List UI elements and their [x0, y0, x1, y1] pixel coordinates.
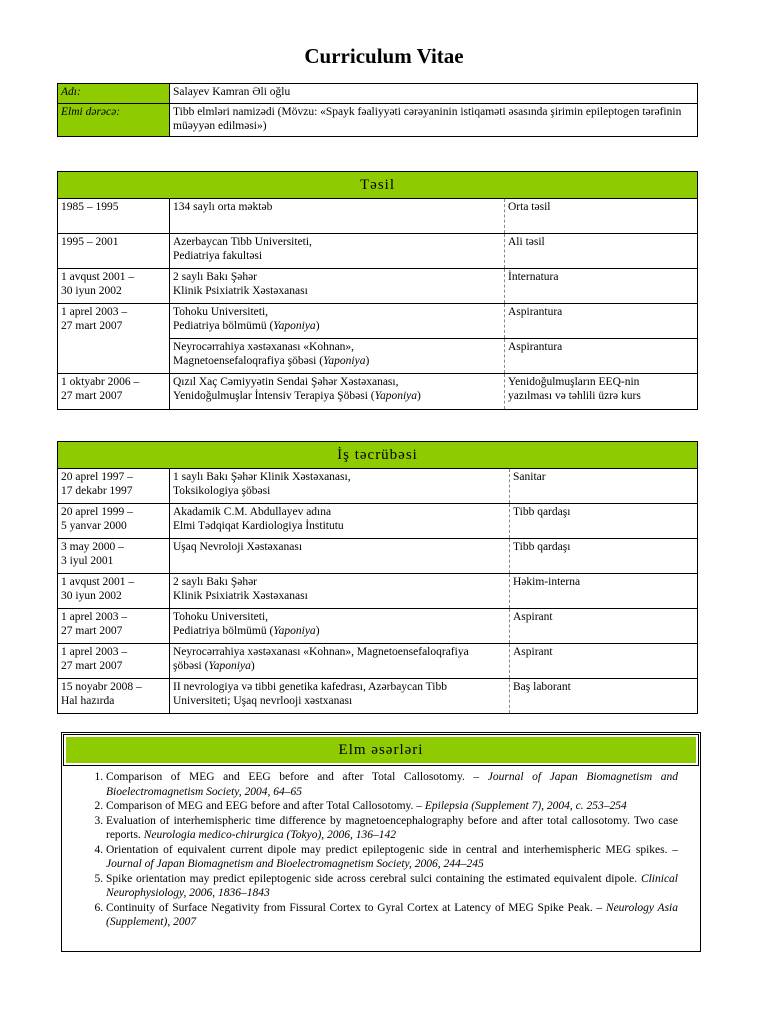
education-heading: Təsil	[58, 172, 698, 199]
education-type: Yenidoğulmuşların EEQ-nin yazılması və təhlili üzrə kurs	[505, 374, 698, 410]
education-place: Tohoku Universiteti, Pediatriya bölmümü (Yaponiya)	[170, 304, 505, 339]
experience-place: Tohoku Universiteti, Pediatriya bölmümü (Yaponiya)	[170, 609, 510, 644]
experience-row	[58, 609, 698, 644]
experience-table	[57, 441, 698, 714]
experience-date: 1 avqust 2001 – 30 iyun 2002	[58, 574, 170, 609]
publication-source: Epilepsia (Supplement 7), 2004, c. 253–254	[424, 800, 627, 812]
education-row	[58, 304, 698, 339]
publication-source: Neurology Asia (Supplement), 2007	[106, 901, 678, 928]
education-row	[58, 199, 698, 234]
publications-list	[106, 770, 678, 930]
experience-row	[58, 469, 698, 504]
education-place: Qızıl Xaç Cəmiyyətin Sendai Şəhər Xəstəxanası, Yenidoğulmuşlar İntensiv Terapiya Şöbəsi (Yaponiya)	[170, 374, 505, 410]
publication-item: 4. Orientation of equivalent current dipole may predict epileptogenic side in central and interhemispheric MEG spikes. – Journal of Japan Biomagnetism and Bioelectromagnetism Society, 2006, 244–245	[106, 843, 678, 872]
education-date: 1 avqust 2001 – 30 iyun 2002	[58, 269, 170, 304]
experience-place: Akadamik C.M. Abdullayev adına Elmi Tədqiqat Kardiologiya İnstitutu	[170, 504, 510, 539]
experience-role: Tibb qardaşı	[510, 539, 698, 574]
education-type: Aspirantura	[505, 304, 698, 339]
document-title: Curriculum Vitae	[304, 44, 464, 68]
info-label: Adı:	[58, 84, 170, 104]
publication-source: Journal of Japan Biomagnetism and Bioelectromagnetism Society, 2006, 244–245	[106, 858, 484, 870]
experience-date: 20 aprel 1997 – 17 dekabr 1997	[58, 469, 170, 504]
publication-item: 1. Comparison of MEG and EEG before and after Total Callosotomy. – Journal of Japan Biomagnetism and Bioelectromagnetism Society, 2004, 64–65	[106, 770, 678, 799]
publication-source: Neurologia medico-chirurgica (Tokyo), 2006, 136–142	[143, 829, 397, 841]
experience-place: II nevrologiya və tibbi genetika kafedrası, Azərbaycan Tibb Universiteti; Uşaq nevrlooji xəstxanası	[170, 679, 510, 714]
experience-role: Baş laborant	[510, 679, 698, 714]
experience-heading: İş təcrübəsi	[58, 442, 698, 469]
experience-country: Yaponiya	[208, 660, 251, 672]
experience-date: 15 noyabr 2008 – Hal hazırda	[58, 679, 170, 714]
experience-date: 3 may 2000 – 3 iyul 2001	[58, 539, 170, 574]
experience-date: 20 aprel 1999 – 5 yanvar 2000	[58, 504, 170, 539]
experience-date: 1 aprel 2003 – 27 mart 2007	[58, 609, 170, 644]
experience-date: 1 aprel 2003 – 27 mart 2007	[58, 644, 170, 679]
publication-item: 2. Comparison of MEG and EEG before and after Total Callosotomy. – Epilepsia (Supplement 7), 2004, c. 253–254	[106, 799, 678, 814]
experience-role: Aspirant	[510, 609, 698, 644]
education-type: İnternatura	[505, 269, 698, 304]
education-row	[58, 339, 698, 374]
education-table	[57, 171, 698, 410]
education-type: Ali təsil	[505, 234, 698, 269]
education-type: Orta təsil	[505, 199, 698, 234]
education-date: 1995 – 2001	[58, 234, 170, 269]
experience-role: Aspirant	[510, 644, 698, 679]
education-row	[58, 269, 698, 304]
education-date: 1 aprel 2003 – 27 mart 2007	[58, 304, 170, 339]
experience-row	[58, 539, 698, 574]
experience-place: 1 saylı Bakı Şəhər Klinik Xəstəxanası, Toksikologiya şöbəsi	[170, 469, 510, 504]
education-row	[58, 374, 698, 410]
education-place: 2 saylı Bakı Şəhər Klinik Psixiatrik Xəstəxanası	[170, 269, 505, 304]
education-date: 1 oktyabr 2006 – 27 mart 2007	[58, 374, 170, 410]
education-date	[58, 339, 170, 374]
publications-heading: Elm əsərləri	[64, 735, 698, 765]
publication-item: 5. Spike orientation may predict epileptogenic side across cerebral sulci containing the estimated equivalent dipole. Clinical Neurophysiology, 2006, 1836–1843	[106, 872, 678, 901]
education-country: Yaponiya	[323, 355, 366, 367]
experience-row	[58, 574, 698, 609]
publication-item: 6. Continuity of Surface Negativity from Fissural Cortex to Gyral Cortex at Latency of MEG Spike Peak. – Neurology Asia (Supplement), 2007	[106, 901, 678, 930]
info-label: Elmi dərəcə:	[58, 104, 170, 137]
education-place: Neyrocərrahiya xəstəxanası «Kohnan», Magnetoensefaloqrafiya şöbəsi (Yaponiya)	[170, 339, 505, 374]
info-row-name	[58, 84, 698, 104]
education-place: Azerbaycan Tibb Universiteti, Pediatriya fakultəsi	[170, 234, 505, 269]
education-type: Aspirantura	[505, 339, 698, 374]
education-country: Yaponiya	[374, 390, 417, 402]
education-date: 1985 – 1995	[58, 199, 170, 234]
experience-place: Uşaq Nevroloji Xəstəxanası	[170, 539, 510, 574]
experience-country: Yaponiya	[273, 625, 316, 637]
info-row-degree	[58, 104, 698, 137]
personal-info-table	[57, 83, 698, 137]
experience-place: 2 saylı Bakı Şəhər Klinik Psixiatrik Xəstəxanası	[170, 574, 510, 609]
experience-row	[58, 644, 698, 679]
experience-role: Sanitar	[510, 469, 698, 504]
experience-row	[58, 679, 698, 714]
experience-role: Həkim-interna	[510, 574, 698, 609]
info-value: Tibb elmləri namizədi (Mövzu: «Spayk fəaliyyəti cərəyaninin istiqaməti əsasında şirimin epileptogen tərəfinin müəyyən edilməsi»)	[170, 104, 698, 137]
publication-source: Journal of Japan Biomagnetism and Bioelectromagnetism Society, 2004, 64–65	[106, 771, 679, 798]
education-place: 134 saylı orta məktəb	[170, 199, 505, 234]
publication-source: Clinical Neurophysiology, 2006, 1836–1843	[106, 872, 678, 899]
education-country: Yaponiya	[273, 320, 316, 332]
experience-row	[58, 504, 698, 539]
publication-item: 3. Evaluation of interhemispheric time difference by magnetoencephalography before and after total callosotomy. Two case reports. Neurologia medico-chirurgica (Tokyo), 2006, 136–142	[106, 814, 678, 843]
experience-place: Neyrocərrahiya xəstəxanası «Kohnan», Magnetoensefaloqrafiya şöbəsi (Yaponiya)	[170, 644, 510, 679]
education-row	[58, 234, 698, 269]
experience-role: Tibb qardaşı	[510, 504, 698, 539]
publications-section	[61, 732, 701, 952]
info-value: Salayev Kamran Əli oğlu	[170, 84, 698, 104]
